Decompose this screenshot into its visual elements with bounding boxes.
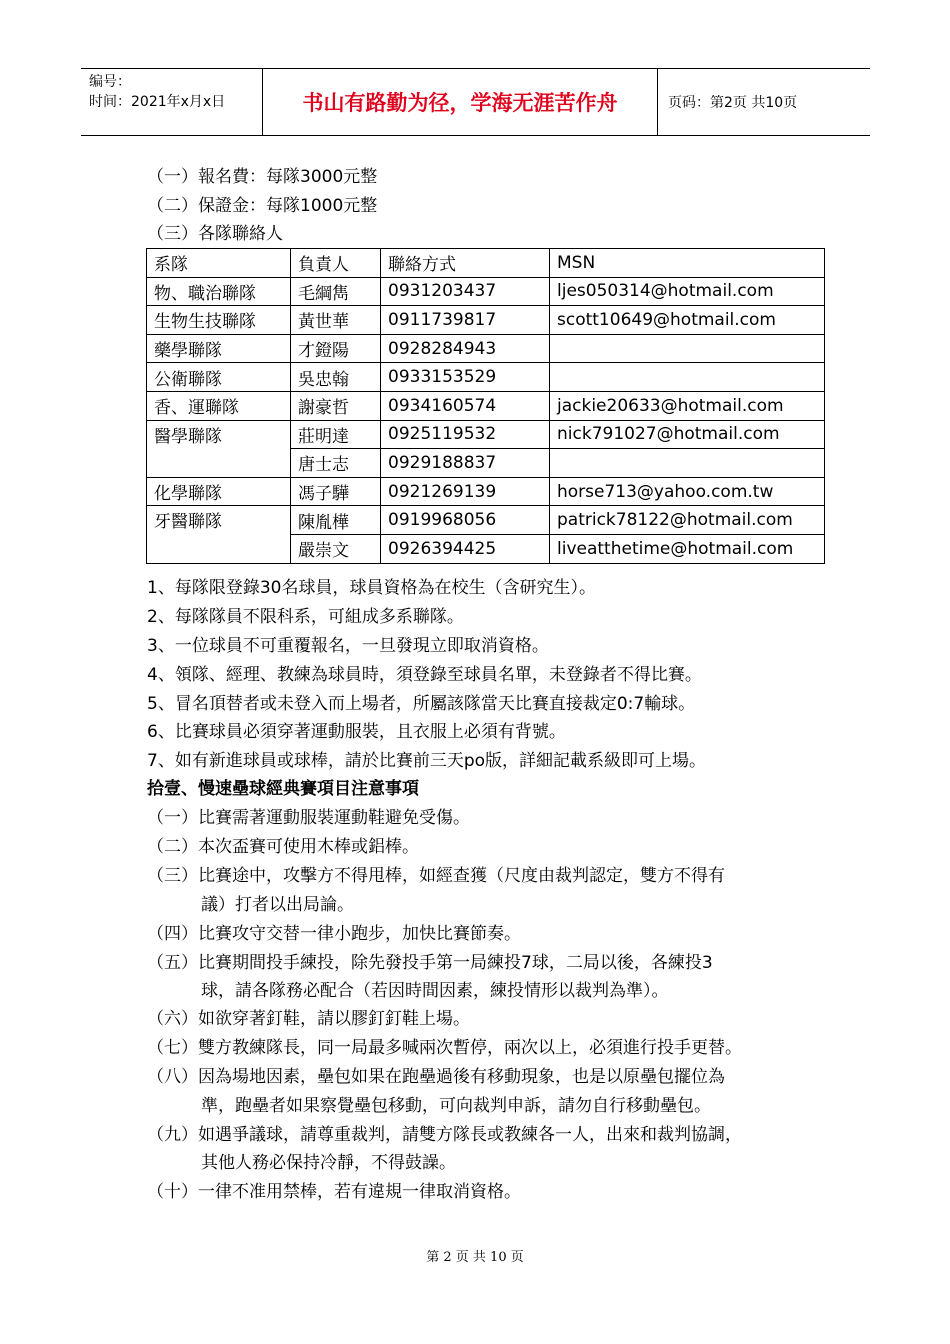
msn-cell: nick791027@hotmail.com [550,420,825,449]
header-meta [89,72,225,112]
note-item: （十）一律不准用禁棒，若有違規一律取消資格。 [147,1182,521,1202]
msn-cell: liveatthetime@hotmail.com [550,534,825,563]
note-item-continuation: 球，請各隊務必配合（若因時間因素，練投情形以裁判為準）。 [201,981,669,1001]
msn-cell: jackie20633@hotmail.com [550,391,825,420]
fee-registration: （一）報名費：每隊3000元整 [147,167,378,187]
note-item-continuation: 準，跑壘者如果察覺壘包移動，可向裁判申訴，請勿自行移動壘包。 [201,1096,711,1116]
table-row [147,391,825,420]
table-row [147,477,825,506]
note-item: （一）比賽需著運動服裝運動鞋避免受傷。 [147,808,470,828]
team-cell: 公衛聯隊 [147,363,291,392]
phone-cell: 0926394425 [381,534,550,563]
msn-cell [550,449,825,478]
msn-cell: scott10649@hotmail.com [550,306,825,335]
table-row [147,363,825,392]
fee-deposit: （二）保證金：每隊1000元整 [147,196,378,216]
header-cell-leader: 負責人 [291,249,381,278]
leader-cell: 馮子驊 [291,477,381,506]
note-item-continuation: 議）打者以出局論。 [201,895,354,915]
doc-date-label: 时间：2021年x月x日 [89,94,226,110]
note-item: （四）比賽攻守交替一律小跑步，加快比賽節奏。 [147,924,521,944]
team-cell: 藥學聯隊 [147,334,291,363]
leader-cell: 嚴崇文 [291,534,381,563]
leader-cell: 陳胤樺 [291,506,381,535]
note-item: （二）本次盃賽可使用木棒或鋁棒。 [147,837,419,857]
note-item: （五）比賽期間投手練投，除先發投手第一局練投7球，二局以後，各練投3 [147,953,713,973]
team-cell: 牙醫聯隊 [147,506,291,563]
phone-cell: 0929188837 [381,449,550,478]
header-cell-phone: 聯絡方式 [381,249,550,278]
doc-number-label: 编号： [89,74,131,90]
rule-item: 3、一位球員不可重覆報名，一旦發現立即取消資格。 [147,636,549,656]
leader-cell: 謝豪哲 [291,391,381,420]
header-page-label: 页码：第2页 共10页 [668,95,798,111]
team-cell: 化學聯隊 [147,477,291,506]
msn-cell: ljes050314@hotmail.com [550,277,825,306]
phone-cell: 0934160574 [381,391,550,420]
rule-item: 4、領隊、經理、教練為球員時，須登錄至球員名單，未登錄者不得比賽。 [147,665,702,685]
rule-item: 7、如有新進球員或球棒，請於比賽前三天po版，詳細記載系級即可上場。 [147,751,707,771]
leader-cell: 吳忠翰 [291,363,381,392]
table-row [147,420,825,449]
header-cell-team: 系隊 [147,249,291,278]
phone-cell: 0911739817 [381,306,550,335]
table-row [147,306,825,335]
leader-cell: 唐士志 [291,449,381,478]
team-cell: 物、職治聯隊 [147,277,291,306]
note-item: （七）雙方教練隊長，同一局最多喊兩次暫停，兩次以上，必須進行投手更替。 [147,1038,742,1058]
note-item: （六）如欲穿著釘鞋，請以膠釘釘鞋上場。 [147,1009,470,1029]
page-footer: 第 2 页 共 10 页 [426,1250,524,1265]
note-item: （九）如遇爭議球，請尊重裁判，請雙方隊長或教練各一人，出來和裁判協調， [147,1125,742,1145]
table-header-row [147,249,825,278]
note-item: （三）比賽途中，攻擊方不得甩棒，如經查獲（尺度由裁判認定，雙方不得有 [147,866,725,886]
section-title: 拾壹、慢速壘球經典賽項目注意事項 [147,779,419,799]
team-cell: 生物生技聯隊 [147,306,291,335]
header-cell-msn: MSN [550,249,825,278]
contacts-heading: （三）各隊聯絡人 [147,224,283,244]
leader-cell: 毛綱雋 [291,277,381,306]
msn-cell [550,334,825,363]
msn-cell: patrick78122@hotmail.com [550,506,825,535]
note-item-continuation: 其他人務必保持冷靜，不得鼓譟。 [201,1153,456,1173]
msn-cell [550,363,825,392]
rule-item: 2、每隊隊員不限科系，可組成多系聯隊。 [147,607,464,627]
header-motto: 书山有路勤为径，学海无涯苦作舟 [262,69,658,135]
phone-cell: 0921269139 [381,477,550,506]
table-row [147,334,825,363]
rule-item: 5、冒名頂替者或未登入而上場者，所屬該隊當天比賽直接裁定0:7輸球。 [147,694,696,714]
team-cell: 醫學聯隊 [147,420,291,477]
contacts-table [146,248,825,564]
phone-cell: 0933153529 [381,363,550,392]
team-cell: 香、運聯隊 [147,391,291,420]
msn-cell: horse713@yahoo.com.tw [550,477,825,506]
rule-item: 1、每隊限登錄30名球員，球員資格為在校生（含研究生）。 [147,578,596,598]
page-header [81,68,870,136]
phone-cell: 0931203437 [381,277,550,306]
phone-cell: 0928284943 [381,334,550,363]
table-row [147,506,825,535]
phone-cell: 0925119532 [381,420,550,449]
phone-cell: 0919968056 [381,506,550,535]
leader-cell: 才鐙陽 [291,334,381,363]
rule-item: 6、比賽球員必須穿著運動服裝，且衣服上必須有背號。 [147,722,566,742]
table-row [147,277,825,306]
note-item: （八）因為場地因素，壘包如果在跑壘過後有移動現象，也是以原壘包擺位為 [147,1067,725,1087]
leader-cell: 莊明達 [291,420,381,449]
leader-cell: 黃世華 [291,306,381,335]
